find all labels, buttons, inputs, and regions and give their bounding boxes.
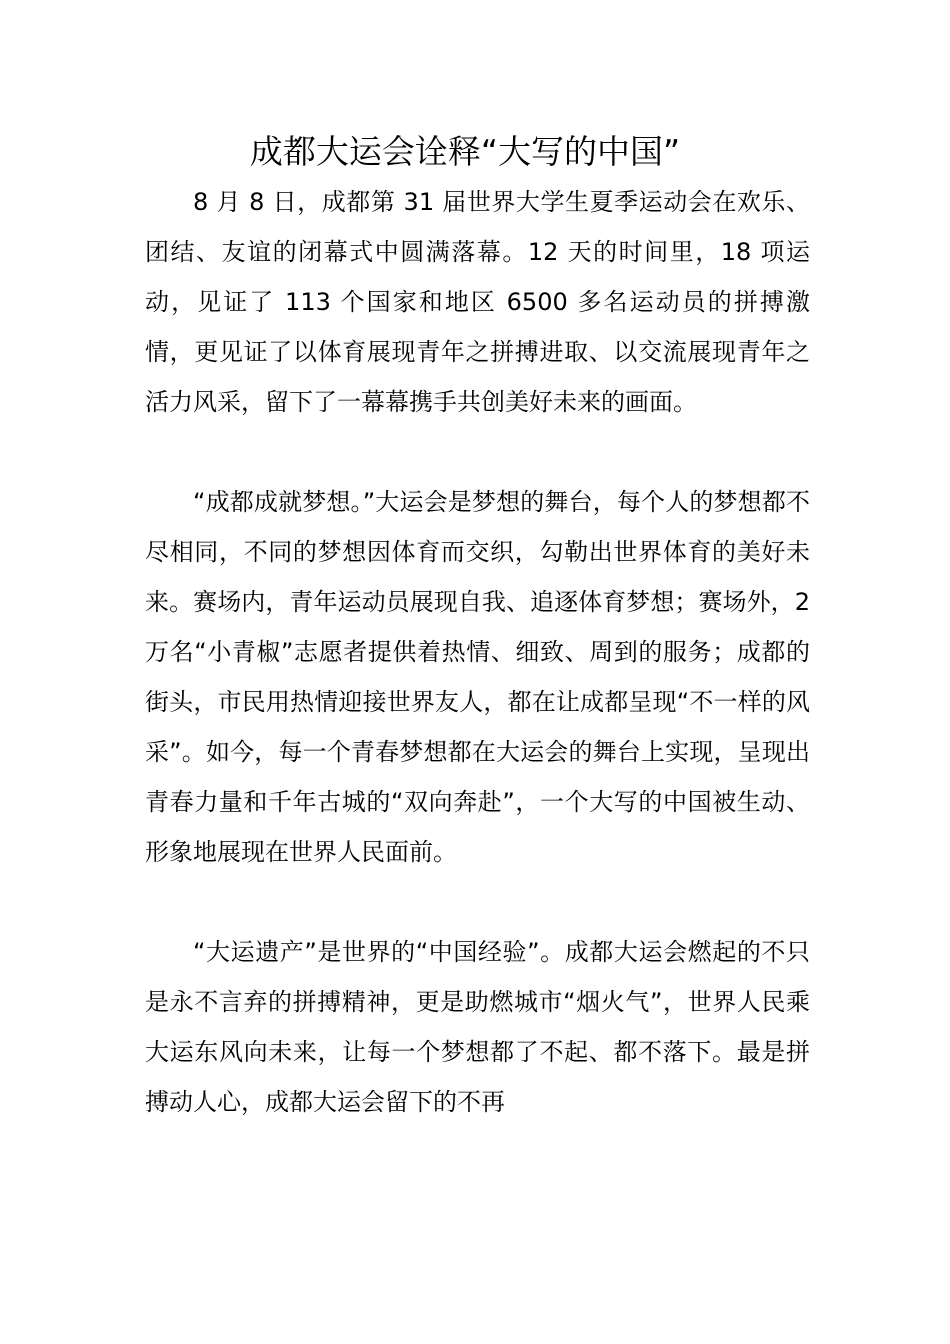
paragraph-2: “成都成就梦想。”大运会是梦想的舞台，每个人的梦想都不尽相同，不同的梦想因体育而交织，勾勒出世界体育的美好未来。赛场内，青年运动员展现自我、追逐体育梦想；赛场外，2 万名“小青椒”志愿者提供着热情、细致、周到的服务；成都的街头，市民用热情迎接世界友人，都在让成都呈现“不一样的风采”。如今，每一个青春梦想都在大运会的舞台上实现，呈现出青春力量和千年古城的“双向奔赴”，一个大写的中国被生动、形象地展现在世界人民面前。 <box>145 488 810 866</box>
document-title: 成都大运会诠释“大写的中国” <box>249 132 681 171</box>
document-body <box>145 177 810 1127</box>
paragraph-1: 8 月 8 日，成都第 31 届世界大学生夏季运动会在欢乐、团结、友谊的闭幕式中圆满落幕。12 天的时间里，18 项运动，见证了 113 个国家和地区 6500 多名运动员的拼搏激情，更见证了以体育展现青年之拼搏进取、以交流展现青年之活力风采，留下了一幕幕携手共创美好未来的画面。 <box>145 188 810 416</box>
paragraph-3: “大运遗产”是世界的“中国经验”。成都大运会燃起的不只是永不言弃的拼搏精神，更是助燃城市“烟火气”，世界人民乘大运东风向未来，让每一个梦想都了不起、都不落下。最是拼搏动人心，成都大运会留下的不再 <box>145 938 810 1116</box>
